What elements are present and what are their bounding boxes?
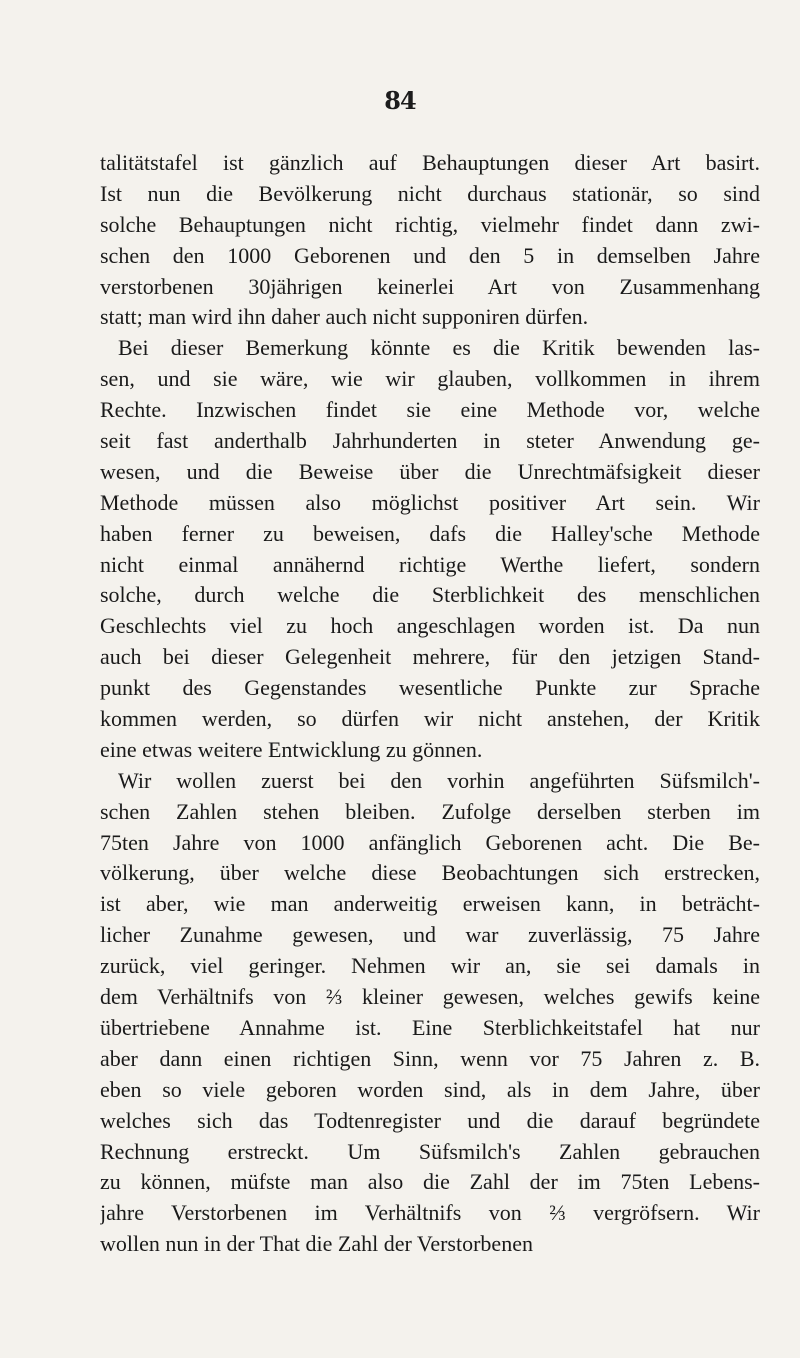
text-line: schen Zahlen stehen bleiben. Zufolge derselben sterben im [100,798,760,824]
text-line: Rechnung erstreckt. Um Süfsmilch's Zahlen gebrauchen [100,1138,760,1164]
text-line: wollen nun in der That die Zahl der Verstorbenen [100,1231,533,1257]
text-line: licher Zunahme gewesen, und war zuverlässig, 75 Jahre [100,922,760,948]
text-line: eben so viele geboren worden sind, als in dem Jahre, über [100,1076,760,1102]
text-line: 75ten Jahre von 1000 anfänglich Geborenen acht. Die Be- [100,829,760,855]
text-line: übertriebene Annahme ist. Eine Sterblichkeitstafel hat nur [100,1014,760,1040]
text-line: zu können, müfste man also die Zahl der im 75ten Lebens- [100,1169,760,1195]
text-line: aber dann einen richtigen Sinn, wenn vor 75 Jahren z. B. [100,1045,760,1071]
page-number: 84 [384,86,416,115]
text-line: dem Verhältnifs von ⅔ kleiner gewesen, welches gewifs keine [100,984,760,1010]
text-line: Ist nun die Bevölkerung nicht durchaus stationär, so sind [100,180,760,206]
text-line: welches sich das Todtenregister und die darauf begründete [100,1107,760,1133]
text-line: kommen werden, so dürfen wir nicht anstehen, der Kritik [100,706,760,732]
text-line: statt; man wird ihn daher auch nicht supponiren dürfen. [100,304,589,330]
text-line: Bei dieser Bemerkung könnte es die Kritik bewenden las- [118,335,760,361]
text-line: sen, und sie wäre, wie wir glauben, vollkommen in ihrem [100,366,760,392]
text-line: Rechte. Inzwischen findet sie eine Methode vor, welche [100,397,760,423]
text-line: punkt des Gegenstandes wesentliche Punkte zur Sprache [100,675,760,701]
text-line: nicht einmal annähernd richtige Werthe liefert, sondern [100,551,760,577]
text-line: eine etwas weitere Entwicklung zu gönnen. [100,736,483,762]
text-line: Methode müssen also möglichst positiver Art sein. Wir [100,489,760,515]
text-line: solche, durch welche die Sterblichkeit des menschlichen [100,582,760,608]
text-line: jahre Verstorbenen im Verhältnifs von ⅔ vergröfsern. Wir [100,1200,760,1226]
text-line: zurück, viel geringer. Nehmen wir an, sie sei damals in [100,953,760,979]
text-line: ist aber, wie man anderweitig erweisen kann, in beträcht- [100,891,760,917]
text-line: schen den 1000 Geborenen und den 5 in demselben Jahre [100,242,760,268]
text-line: haben ferner zu beweisen, dafs die Halley'sche Methode [100,520,760,546]
text-line: völkerung, über welche diese Beobachtungen sich erstrecken, [100,860,760,886]
text-line: wesen, und die Beweise über die Unrechtmäfsigkeit dieser [100,458,760,484]
text-line: auch bei dieser Gelegenheit mehrere, für den jetzigen Stand- [100,644,760,670]
text-line: Geschlechts viel zu hoch angeschlagen worden ist. Da nun [100,613,760,639]
text-line: verstorbenen 30jährigen keinerlei Art von Zusammenhang [100,273,760,299]
text-line: solche Behauptungen nicht richtig, vielmehr findet dann zwi- [100,211,760,237]
text-line: talitätstafel ist gänzlich auf Behauptungen dieser Art basirt. [100,150,760,175]
text-line: Wir wollen zuerst bei den vorhin angeführten Süfsmilch'- [118,767,760,793]
text-line: seit fast anderthalb Jahrhunderten in steter Anwendung ge- [100,428,760,454]
body-text [100,148,760,1260]
